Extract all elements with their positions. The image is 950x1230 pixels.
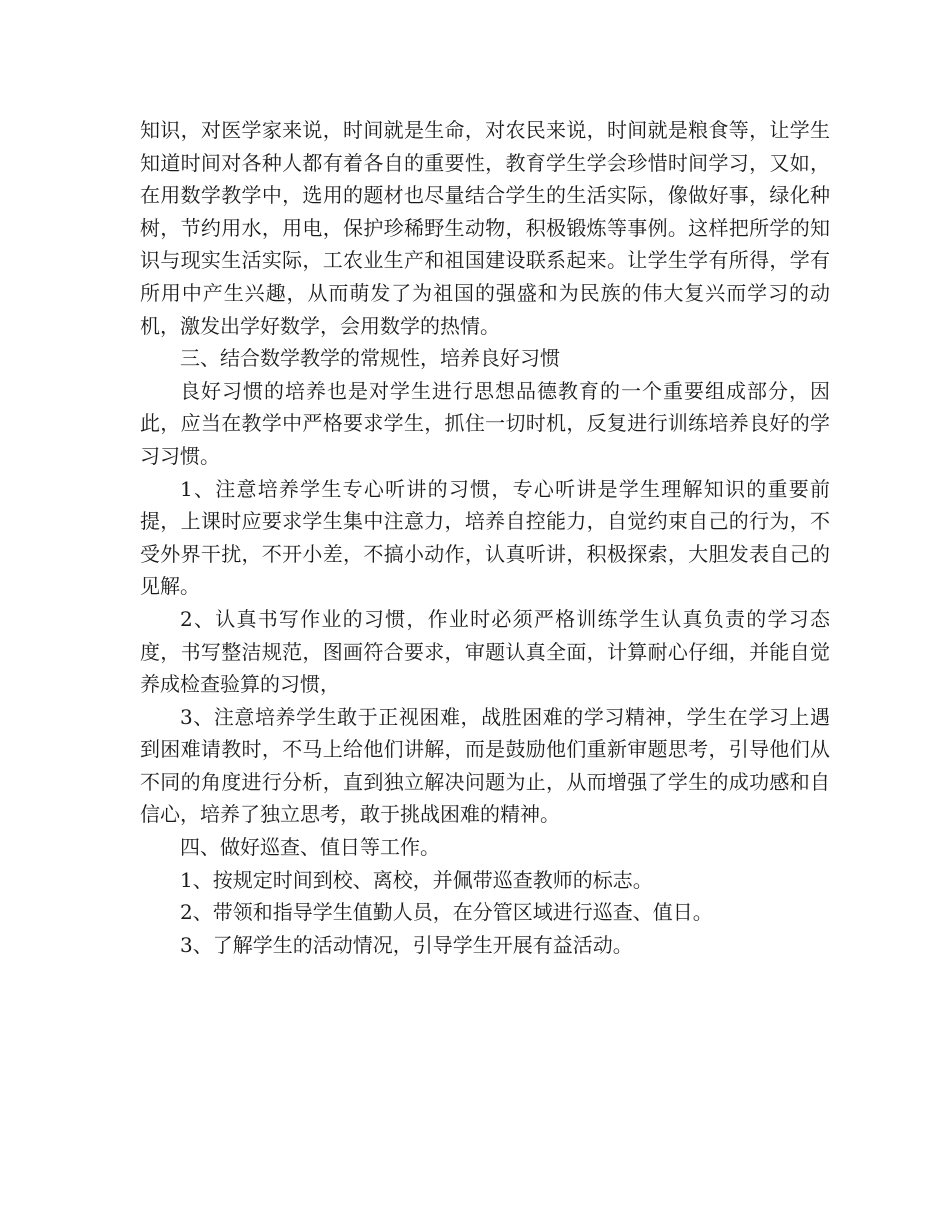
paragraph-homework-habit: 2、认真书写作业的习惯，作业时必须严格训练学生认真负责的学习态度，书写整洁规范，图画符合要求，审题认真全面，计算耐心仔细，并能自觉养成检查验算的习惯， — [140, 606, 830, 697]
heading-section-three: 三、结合数学教学的常规性，培养良好习惯 — [180, 346, 560, 371]
list-item-guide-activities: 3、了解学生的活动情况，引导学生开展有益活动。 — [180, 932, 633, 957]
paragraph-good-habits: 良好习惯的培养也是对学生进行思想品德教育的一个重要组成部分，因此，应当在教学中严格要求学生，抓住一切时机，反复进行训练培养良好的学习习惯。 — [140, 378, 830, 468]
list-item-lead-duty: 2、带领和指导学生值勤人员，在分管区域进行巡查、值日。 — [180, 900, 713, 925]
paragraph-listening-habit: 1、注意培养学生专心听讲的习惯，专心听讲是学生理解知识的重要前提，上课时应要求学生集中注意力，培养自控能力，自觉约束自己的行为，不受外界干扰，不开小差，不搞小动作，认真听讲，积极探索，大胆发表自己的见解。 — [140, 476, 830, 599]
paragraph-facing-difficulty: 3、注意培养学生敢于正视困难，战胜困难的学习精神，学生在学习上遇到困难请教时，不马上给他们讲解，而是鼓励他们重新审题思考，引导他们从不同的角度进行分析，直到独立解决问题为止，从而增强了学生的成功感和自信心，培养了独立思考，敢于挑战困难的精神。 — [140, 704, 830, 827]
list-item-arrive-on-time: 1、按规定时间到校、离校，并佩带巡查教师的标志。 — [180, 867, 653, 892]
paragraph-time-importance: 知识，对医学家来说，时间就是生命，对农民来说，时间就是粮食等，让学生知道时间对各种人都有着各自的重要性，教育学生学会珍惜时间学习，又如，在用数学教学中，选用的题材也尽量结合学生的生活实际，像做好事，绿化种树，节约用水，用电，保护珍稀野生动物，积极锻炼等事例。这样把所学的知识与现实生活实际，工农业生产和祖国建设联系起来。让学生学有所得，学有所用中产生兴趣，从而萌发了为祖国的强盛和为民族的伟大复兴而学习的动机，激发出学好数学，会用数学的热情。 — [140, 118, 830, 338]
document-page — [140, 114, 830, 961]
heading-section-four: 四、做好巡查、值日等工作。 — [180, 835, 440, 860]
